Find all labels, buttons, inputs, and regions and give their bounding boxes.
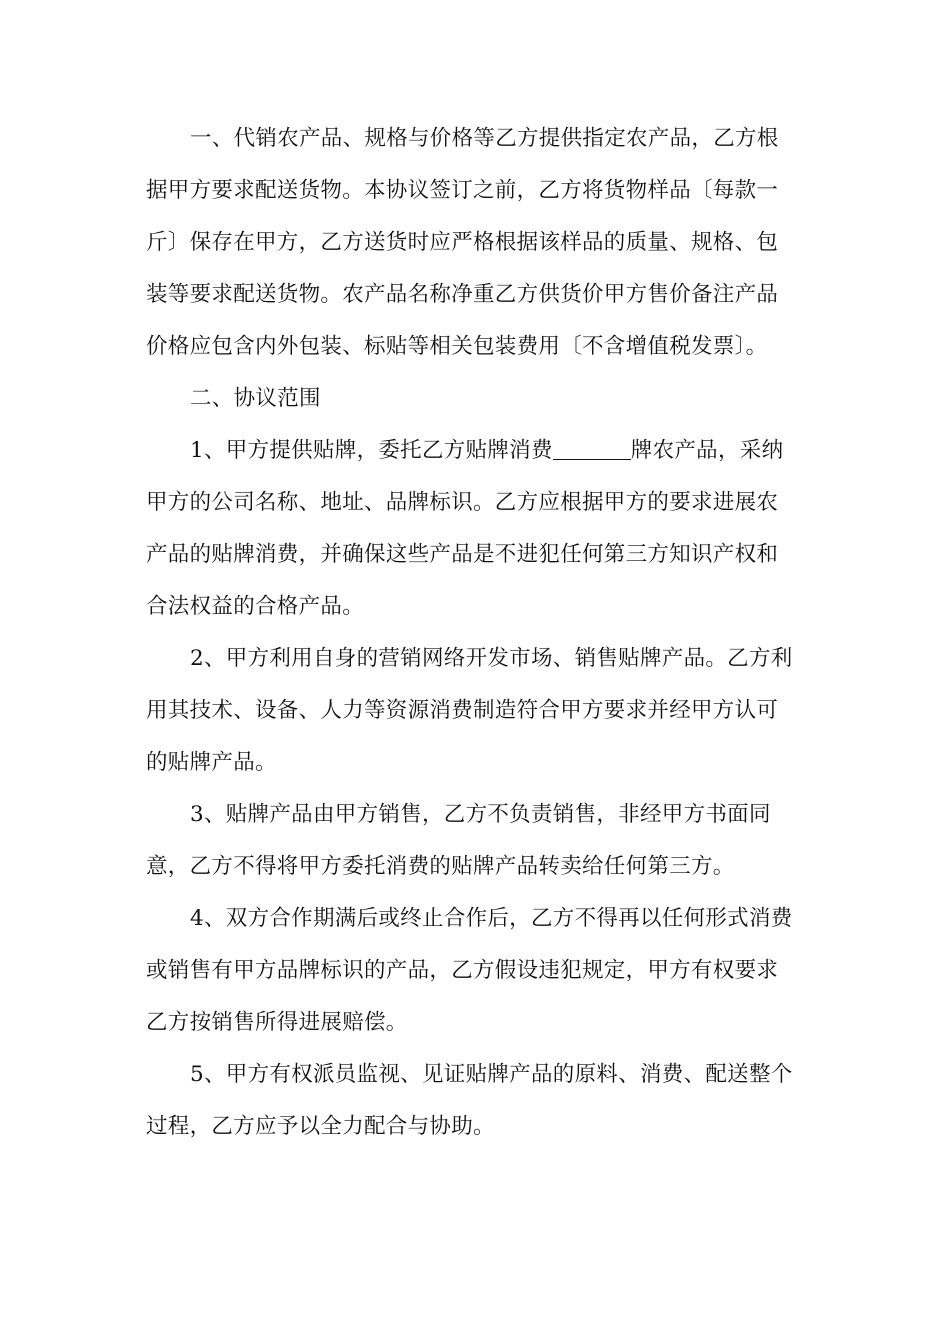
clause-1-text-after-blank: 牌农产品，采纳 xyxy=(630,438,784,463)
text-line: 2、甲方利用自身的营销网络开发市场、销售贴牌产品。乙方利 xyxy=(190,646,793,671)
text-line-with-blank xyxy=(146,425,806,477)
clause-1 xyxy=(146,425,806,633)
clause-1-text-before-blank: 1、甲方提供贴牌，委托乙方贴牌消费 xyxy=(190,438,553,463)
text-line: 斤〕保存在甲方，乙方送货时应严格根据该样品的质量、规格、包 xyxy=(146,230,779,255)
text-line: 4、双方合作期满后或终止合作后，乙方不得再以任何形式消费 xyxy=(190,906,793,931)
section-heading: 二、协议范围 xyxy=(190,386,321,411)
section-heading-scope xyxy=(146,373,806,425)
clause-3 xyxy=(146,789,806,893)
text-line: 产品的贴牌消费，并确保这些产品是不进犯任何第三方知识产权和 xyxy=(146,542,779,567)
text-line: 或销售有甲方品牌标识的产品，乙方假设违犯规定，甲方有权要求 xyxy=(146,958,779,983)
text-line: 5、甲方有权派员监视、见证贴牌产品的原料、消费、配送整个 xyxy=(190,1062,793,1087)
brand-name-blank xyxy=(553,439,631,460)
paragraph-product-pricing xyxy=(146,113,806,373)
clause-4 xyxy=(146,893,806,1049)
text-line: 价格应包含内外包装、标贴等相关包装费用〔不含增值税发票〕。 xyxy=(146,334,768,359)
clause-5 xyxy=(146,1049,806,1153)
document-body xyxy=(146,113,806,1153)
text-line: 装等要求配送货物。农产品名称净重乙方供货价甲方售价备注产品 xyxy=(146,282,779,307)
text-line: 意，乙方不得将甲方委托消费的贴牌产品转卖给任何第三方。 xyxy=(146,854,735,879)
clause-2 xyxy=(146,633,806,789)
text-line: 用其技术、设备、人力等资源消费制造符合甲方要求并经甲方认可 xyxy=(146,698,779,723)
text-line: 乙方按销售所得进展赔偿。 xyxy=(146,1010,408,1035)
text-line: 3、贴牌产品由甲方销售，乙方不负责销售，非经甲方书面同 xyxy=(190,802,771,827)
text-line: 一、代销农产品、规格与价格等乙方提供指定农产品，乙方根 xyxy=(190,126,779,151)
text-line: 甲方的公司名称、地址、品牌标识。乙方应根据甲方的要求进展农 xyxy=(146,490,779,515)
text-line: 过程，乙方应予以全力配合与协助。 xyxy=(146,1114,495,1139)
text-line: 合法权益的合格产品。 xyxy=(146,594,365,619)
text-line: 的贴牌产品。 xyxy=(146,750,277,775)
text-line: 据甲方要求配送货物。本协议签订之前，乙方将货物样品〔每款一 xyxy=(146,178,779,203)
